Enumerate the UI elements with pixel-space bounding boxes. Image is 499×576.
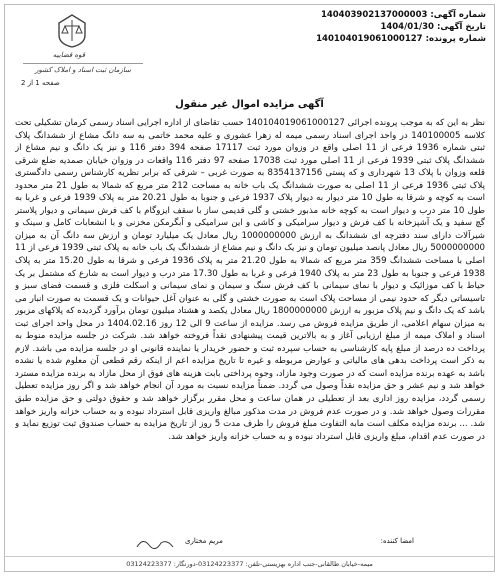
document-page xyxy=(4,4,495,572)
signature-block xyxy=(5,535,494,555)
judiciary-emblem-icon xyxy=(55,13,89,49)
document-footer: میمه-خیابان طالقانی-جنب اداره بهزیستی-تلفن: 03124223377-دورنگار: 03124223377 xyxy=(5,556,494,571)
signer-name: مریم مختاری xyxy=(185,537,223,545)
meta-announcement-number: شماره آگهی:140403902137000003 xyxy=(320,10,486,20)
announcement-body: نظر به این که به موجب پرونده اجرائی 140104019061000127 حسب تقاضای از اداره اجرایی اسناد رسمی کرمان تشکیلی تحت کلاسه 140100005 در واحد اجرای اسناد رسمی میمه له زهرا عشوری و علیه محمد خاتمی به سه دانگ مشاع از ششدانگ پلاک ثبتی شماره 1936 فرعی از 11 اصلی واقع در وزوان مورد ثبت 17117 صفحه 394 دفتر 116 و نیز یک دانگ و نیم مشاع از ششدانگ پلاک ثبتی 1939 فرعی از 11 اصلی مورد ثبت 17038 صفحه 97 دفتر 116 واقعات در وزوان خیابان صمدیه ضلع شرقی قلعه وزوان با پلاک 13 شهرداری و که پستی 8354137156 به صورت غربی – شرقی که برابر نظریه کارشناس رسمی دادگستری پلاک ثبتی 1936 فرعی از 11 اصلی به صورت ششدانگ یک باب خانه به مساحت 212 متر مربع که شمالا به طول 21 متر محدود است به کوچه و شرقا به طول 10 متر دیوار به دیوار پلاک 1937 فرعی و جنوبا به طول 20.21 متر به پلاک 1939 فرعی و غربا به طول 10 متر درب و دیوار است به کوچه خانه مذبور خشتی و گلی قدیمی ساز با سقف ایزوگام با کف فرش سیمانی و دیوار پلاستر گچ سفید و یک آشپزخانه با کف فرش و دیوار سرامیکی و کاشی و این سرامیکی و آبگرمکن مخزنی و با انشعابات کامل و سینک و شیرآلات دارای سند دفترچه ای ششدانگ به ارزش 1000000000 ریال معادل یک میلیارد تومان و ارزش سه دانگ آن به میزان 5000000000 ریال معادل پانصد میلیون تومان و نیز یک دانگ و نیم مشاع از ششدانگ یک باب خانه به پلاک ثبتی 1939 فرعی از 11 اصلی با مساحت ششدانگ 359 متر مربع که شمالا به طول 21.20 متر به پلاک 1936 فرعی و شرقا به طول 15.20 متر به پلاک 1938 فرعی و جنوبا به طول 23 متر به پلاک 1940 فرعی و غربا به طول 17.30 متر درب و دیوار است به شارع که مشتمل بر یک حیاط با کف موزائیک و دیوار با نمای سیمانی با کف فرش سنگ و سیمان و نمای سیمانی و اسکلت فلزی و قسمت فضای سبز و تاسیساتی دیگر که حدود نیمی از مساحت پلاک است به صورت خشتی و گلی به عنوان آغل حیوانات و یک قسمت به صورت انبار می باشد که یک دانگ و نیم پلاک مزبور به ارزش 1800000000 ریال معادل یکصد و هشتاد میلیون تومان برآورد گردیده که پلاکهای مزبور به میزان سهام اعلامی، از طریق مزایده فروش می رسد. مزایده از ساعت 9 الی 12 روز 1404.02.16 در محل واحد اجرای ثبت اسناد و املاک میمه از مبلغ ارزیابی آغاز و به بالاترین قیمت پیشنهادی نقداً فروخته خواهد شد. شرکت در جلسه مزایده منوط به پرداخت ده درصد از مبلغ پایه کارشناسی به حساب سپرده ثبت و حضور خریدار یا نماینده قانونی او در جلسه مزایده می باشد. لازم به ذکر است پرداخت بدهی های مالیاتی و عوارض مربوطه و غیره تا تاریخ مزایده اعم از اینکه رقم قطعی آن معلوم شده یا نشده باشد به عهده برنده مزایده است که در صورت وجود مازاد، وجوه پرداختی بابت هزینه های فوق از محل مازاد به برنده مزایده مسترد خواهد شد و نیم عشر و حق مزایده نقداً وصول می گردد. ضمناً مزایده نسبت به مورد آن انجام خواهد شد و اگر روز مزایده تعطیل رسمی گردد، مزایده روز اداری بعد از تعطیلی در همان ساعت و محل مقرر برگزار خواهد شد و حقوق دولتی و حق مزایده طبق مقررات وصول خواهد شد. و در صورت عدم فروش در مدت مذکور مبالغ واریزی قابل استرداد نبوده و به حساب خزانه واریز خواهد شد. ... برنده مزایده مکلف است مابه التفاوت مبلغ فروش را ظرف مدت 5 روز از تاریخ مزایده به حساب صندوق ثبت توزیع نماید و در صورت عدم اقدام، مبلغ واریزی قابل استرداد نبوده و به حساب خزانه واریز خواهد شد. xyxy=(15,118,485,442)
announcement-meta xyxy=(266,9,486,45)
announcement-title: آگهی مزایده اموال غیر منقول xyxy=(175,99,324,110)
meta-case-number: شماره پرونده:140104019061000127 xyxy=(316,34,486,44)
signature-icon xyxy=(135,535,175,553)
page-number: صفحه 1 از 2 xyxy=(21,79,60,87)
organization-name: سازمان ثبت اسناد و املاک کشور xyxy=(23,63,143,74)
signer-label: امضا کننده: xyxy=(380,537,414,545)
judiciary-label: قوه قضاییه xyxy=(52,51,86,59)
document-header xyxy=(5,5,494,99)
meta-announcement-date: تاریخ آگهی:1404/01/30 xyxy=(380,22,486,32)
